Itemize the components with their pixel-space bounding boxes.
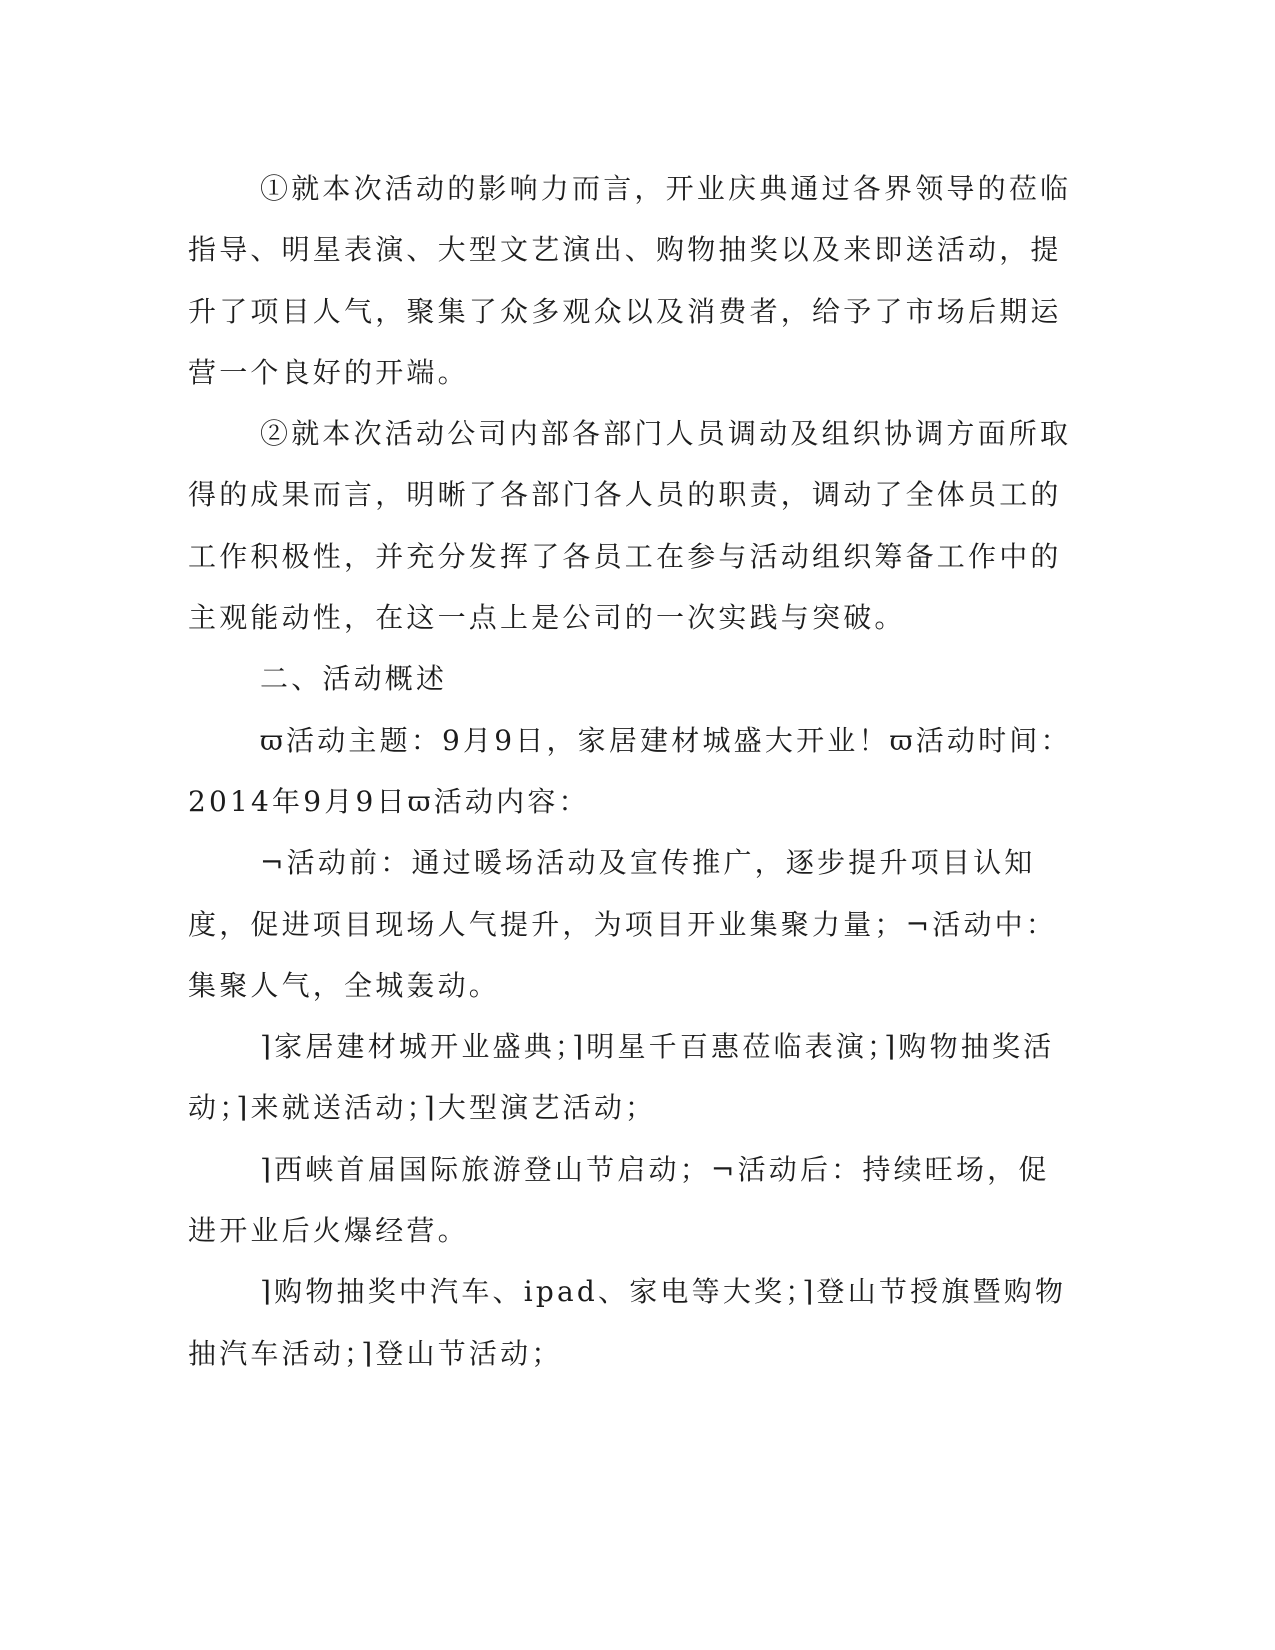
document-body	[188, 158, 1078, 1384]
paragraph-activity-list: ⌉家居建材城开业盛典；⌉明星千百惠莅临表演；⌉购物抽奖活动；⌉来就送活动；⌉大型演艺活动；	[188, 1030, 1055, 1125]
paragraph-prizes: ⌉购物抽奖中汽车、ipad、家电等大奖；⌉登山节授旗暨购物抽汽车活动；⌉登山节活动；	[188, 1275, 1067, 1370]
paragraph-impact: ①就本次活动的影响力而言，开业庆典通过各界领导的莅临指导、明星表演、大型文艺演出、购物抽奖以及来即送活动，提升了项目人气，聚集了众多观众以及消费者，给予了市场后期运营一个良好的开端。	[188, 172, 1072, 389]
paragraph-before-during: ¬活动前：通过暖场活动及宣传推广，逐步提升项目认知度，促进项目现场人气提升，为项目开业集聚力量；¬活动中：集聚人气，全城轰动。	[188, 846, 1058, 1002]
paragraph-festival-after: ⌉西峡首届国际旅游登山节启动；¬活动后：持续旺场，促进开业后火爆经营。	[188, 1152, 1050, 1248]
paragraph-theme-time: ϖ活动主题：9月9日，家居建材城盛大开业！ϖ活动时间：2014年9月9日ϖ活动内容：	[188, 723, 1072, 818]
section-heading-overview: 二、活动概述	[260, 662, 448, 696]
paragraph-coordination: ②就本次活动公司内部各部门人员调动及组织协调方面所取得的成果而言，明晰了各部门各人员的职责，调动了全体员工的工作积极性，并充分发挥了各员工在参与活动组织筹备工作中的主观能动性，在这一点上是公司的一次实践与突破。	[188, 417, 1072, 635]
